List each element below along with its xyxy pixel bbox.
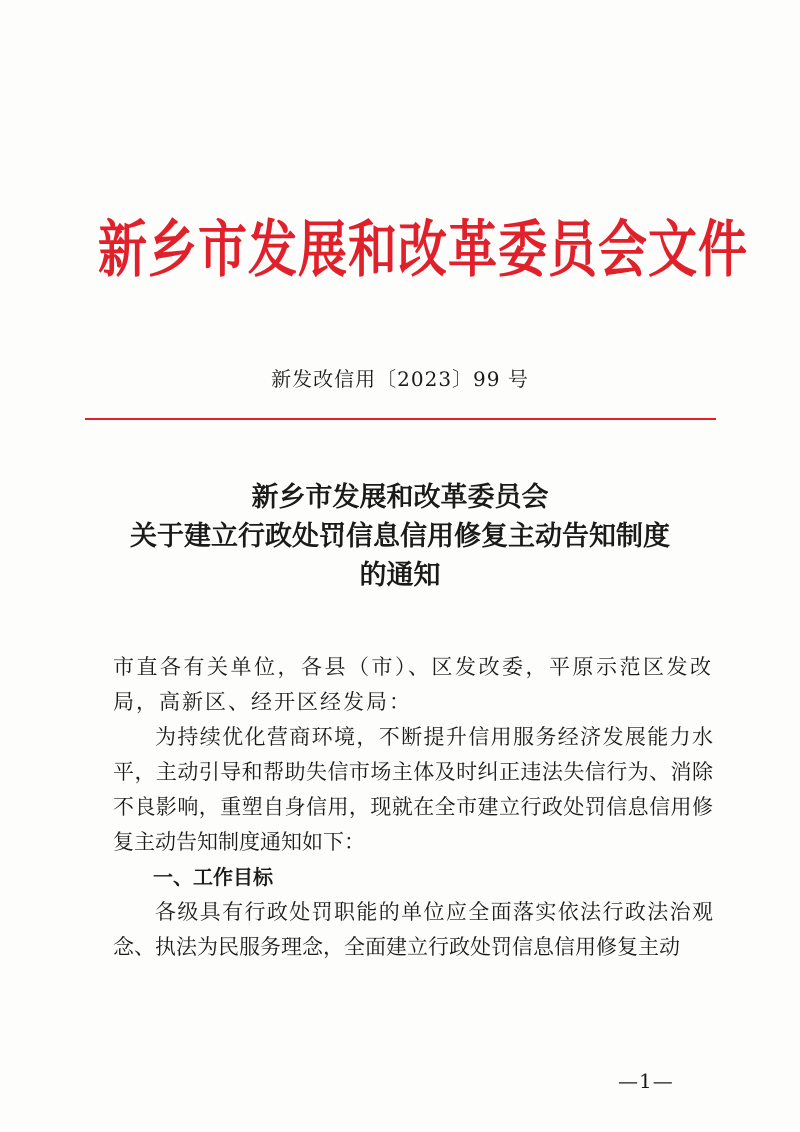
- masthead-title: 新乡市发展和改革委员会文件: [98, 214, 749, 286]
- document-body: [113, 650, 713, 965]
- title-line-3: 的通知: [359, 560, 441, 591]
- section-1-paragraph: 各级具有行政处罚职能的单位应全面落实依法行政法治观念、执法为民服务理念，全面建立行政处罚信息信用修复主动: [113, 900, 713, 959]
- title-line-1: 新乡市发展和改革委员会: [251, 482, 549, 513]
- intro-paragraph: 为持续优化营商环境，不断提升信用服务经济发展能力水平，主动引导和帮助失信市场主体及时纠正违法失信行为、消除不良影响，重塑自身信用，现就在全市建立行政处罚信息信用修复主动告知制度通知如下：: [113, 725, 713, 854]
- red-divider-line: [85, 418, 716, 420]
- document-title: [0, 478, 800, 595]
- section-heading-1: 一、工作目标: [153, 865, 273, 889]
- salutation: 市直各有关单位，各县（市）、区发改委，平原示范区发改局，高新区、经开区经发局：: [113, 655, 713, 714]
- page-number: —1—: [618, 1069, 674, 1093]
- title-line-2: 关于建立行政处罚信息信用修复主动告知制度: [130, 521, 670, 552]
- document-number: 新发改信用〔2023〕99 号: [271, 367, 529, 391]
